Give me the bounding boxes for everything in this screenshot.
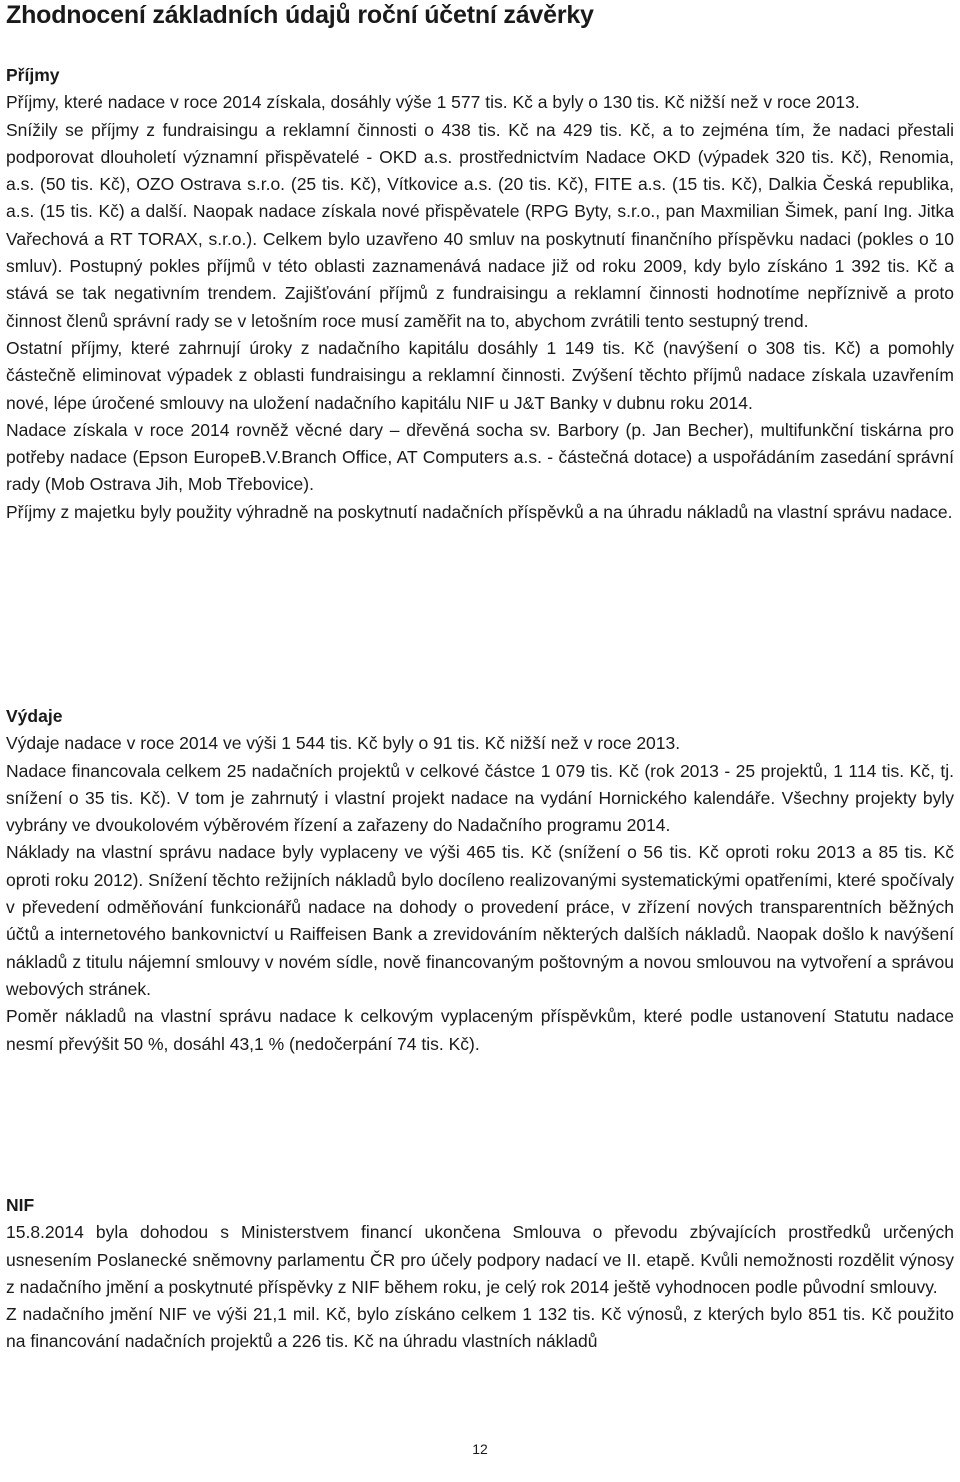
paragraph: Ostatní příjmy, které zahrnují úroky z nadačního kapitálu dosáhly 1 149 tis. Kč (navýšení o 308 tis. Kč) a pomohly částečně eliminovat výpadek z oblasti fundraisingu a reklamní činnosti. Zvýšení těchto příjmů nadace získala uzavřením nové, lépe úročené smlouvy na uložení nadačního kapitálu NIF u J&T Banky v dubnu roku 2014. xyxy=(6,337,954,413)
paragraph: Nadace získala v roce 2014 rovněž věcné dary – dřevěná socha sv. Barbory (p. Jan Becher), multifunkční tiskárna pro potřeby nadace (Epson EuropeB.V.Branch Office, AT Computers a.s. - částečná dotace) a uspořádáním zasedání správní rady (Mob Ostrava Jih, Mob Třebovice). xyxy=(6,419,954,495)
page-title: Zhodnocení základních údajů roční účetní závěrky xyxy=(6,1,594,29)
paragraph: Nadace financovala celkem 25 nadačních projektů v celkové částce 1 079 tis. Kč (rok 2013 - 25 projektů, 1 114 tis. Kč, tj. snížení o 35 tis. Kč). V tom je zahrnutý i vlastní projekt nadace na vydání Hornického kalendáře. Všechny projekty byly vybrány ve dvoukolovém výběrovém řízení a zařazeny do Nadačního programu 2014. xyxy=(6,760,954,836)
paragraph: Náklady na vlastní správu nadace byly vyplaceny ve výši 465 tis. Kč (snížení o 56 tis. Kč oproti roku 2013 a 85 tis. Kč oproti roku 2012). Snížení těchto režijních nákladů bylo docíleno realizovanými systematickými opatřeními, které spočívaly v převedení odměňování funkcionářů nadace na dohody o provedení práce, v zřízení nových transparentních běžných účtů a internetového bankovnictví u Raiffeisen Bank a zrevidováním některých dalších nákladů. Naopak došlo k navýšení nákladů z titulu nájemní smlouvy v novém sídle, nově financovaným poštovným a novou smlouvou na vytvoření a správou webových stránek. xyxy=(6,842,954,999)
page-number: 12 xyxy=(472,1441,488,1457)
section-heading-nif: NIF xyxy=(6,1195,35,1215)
section-heading-prijmy: Příjmy xyxy=(6,65,60,85)
paragraph: Příjmy, které nadace v roce 2014 získala, dosáhly výše 1 577 tis. Kč a byly o 130 tis. Kč nižší než v roce 2013. xyxy=(6,92,860,113)
paragraph: Výdaje nadace v roce 2014 ve výši 1 544 tis. Kč byly o 91 tis. Kč nižší než v roce 2013. xyxy=(6,733,681,754)
section-nif xyxy=(6,1192,954,1356)
paragraph: Příjmy z majetku byly použity výhradně na poskytnutí nadačních příspěvků a na úhradu nákladů na vlastní správu nadace. xyxy=(6,501,953,522)
section-vydaje xyxy=(6,703,954,1058)
section-prijmy xyxy=(6,62,954,526)
paragraph: 15.8.2014 byla dohodou s Ministerstvem financí ukončena Smlouva o převodu zbývajících prostředků určených usnesením Poslanecké sněmovny parlamentu ČR pro účely podpory nadací ve II. etapě. Kvůli nemožnosti rozdělit výnosy z nadačního jmění a poskytnuté příspěvky z NIF během roku, je celý rok 2014 ještě vyhodnocen podle původní smlouvy. xyxy=(6,1222,954,1297)
paragraph: Poměr nákladů na vlastní správu nadace k celkovým vyplaceným příspěvkům, které podle ustanovení Statutu nadace nesmí převýšit 50 %, dosáhl 43,1 % (nedočerpání 74 tis. Kč). xyxy=(6,1006,954,1054)
paragraph: Snížily se příjmy z fundraisingu a reklamní činnosti o 438 tis. Kč na 429 tis. Kč, a to zejména tím, že nadaci přestali podporovat dlouholetí významní přispěvatelé - OKD a.s. prostřednictvím Nadace OKD (výpadek 320 tis. Kč), Renomia, a.s. (50 tis. Kč), OZO Ostrava s.r.o. (25 tis. Kč), Vítkovice a.s. (20 tis. Kč), FITE a.s. (15 tis. Kč), Dalkia Česká republika, a.s. (15 tis. Kč) a další. Naopak nadace získala nové přispěvatele (RPG Byty, s.r.o., pan Maxmilian Šimek, paní Ing. Jitka Vařechová a RT TORAX, s.r.o.). Celkem bylo uzavřeno 40 smluv na poskytnutí finančního příspěvku nadaci (pokles o 10 smluv). Postupný pokles příjmů v této oblasti zaznamenává nadace již od roku 2009, kdy bylo získáno 1 392 tis. Kč a stává se tak negativním trendem. Zajišťování příjmů z fundraisingu a reklamní činnosti hodnotíme nepříznivě a proto činnost členů správní rady se v letošním roce musí zaměřit na to, abychom zvrátili tento sestupný trend. xyxy=(6,119,954,331)
section-heading-vydaje: Výdaje xyxy=(6,706,63,726)
paragraph: Z nadačního jmění NIF ve výši 21,1 mil. Kč, bylo získáno celkem 1 132 tis. Kč výnosů, z kterých bylo 851 tis. Kč použito na financování nadačních projektů a 226 tis. Kč na úhradu vlastních nákladů xyxy=(6,1304,954,1352)
